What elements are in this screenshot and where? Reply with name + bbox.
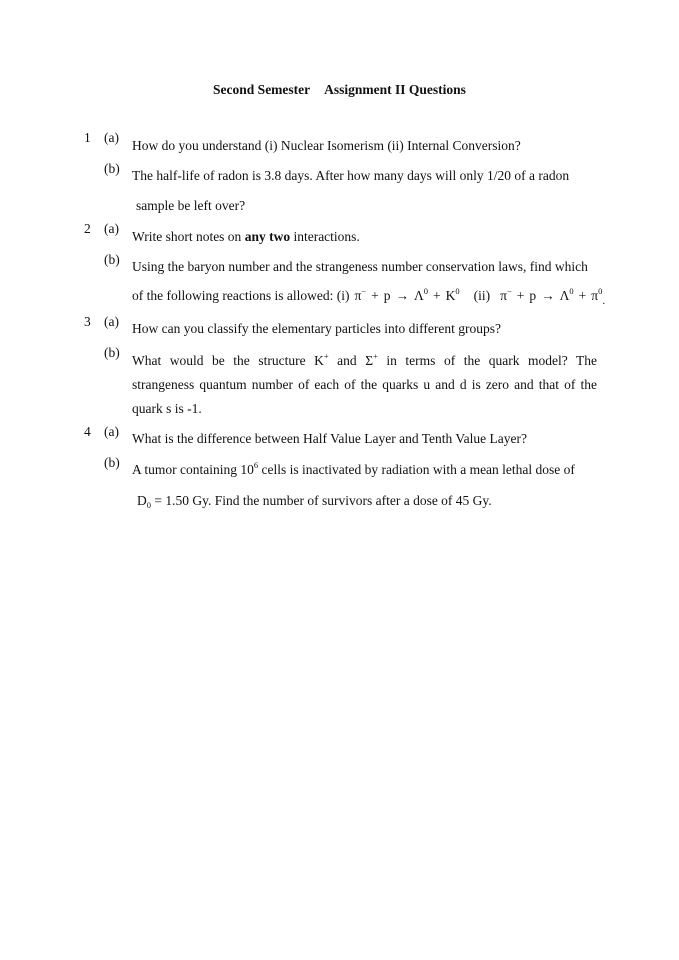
page-title bbox=[0, 82, 679, 98]
question-1b-text-line2: sample be left over? bbox=[136, 198, 246, 213]
question-2a-post: interactions. bbox=[290, 229, 360, 244]
reaction-end-dot: . bbox=[602, 295, 606, 307]
question-1a-text: How do you understand (i) Nuclear Isomerism (ii) Internal Conversion? bbox=[132, 138, 521, 153]
question-2b-label: (b) bbox=[104, 252, 120, 267]
question-number-3: 3 bbox=[84, 314, 91, 329]
semester-label: Second Semester bbox=[213, 82, 311, 97]
question-3b-label: (b) bbox=[104, 345, 120, 360]
question-2b-prefix: of the following reactions is allowed: (i) bbox=[132, 288, 350, 303]
question-3a-label: (a) bbox=[104, 314, 119, 329]
question-1b-label: (b) bbox=[104, 161, 120, 176]
question-2a-pre: Write short notes on bbox=[132, 229, 245, 244]
question-4a-text: What is the difference between Half Value Layer and Tenth Value Layer? bbox=[132, 431, 528, 446]
question-4b-label: (b) bbox=[104, 455, 120, 470]
question-number-4: 4 bbox=[84, 424, 91, 439]
reaction-2: $\pi^- + p \to \Lambda^0 + \pi^0$ bbox=[500, 286, 603, 303]
assignment-label: Assignment II Questions bbox=[324, 82, 466, 97]
question-number-1: 1 bbox=[84, 130, 91, 145]
question-4b-text-line1: A tumor containing $10^6$ cells is inactivated by radiation with a mean lethal dose of bbox=[132, 460, 575, 477]
question-3b-text-line2: strangeness quantum number of each of the quarks u and d is zero and that of the bbox=[132, 377, 597, 392]
question-3a-text: How can you classify the elementary particles into different groups? bbox=[132, 321, 502, 336]
question-4a-label: (a) bbox=[104, 424, 119, 439]
question-2b-text-line1: Using the baryon number and the strangeness number conservation laws, find which bbox=[132, 259, 588, 274]
reaction-2-label: (ii) bbox=[473, 288, 491, 303]
question-1a-label: (a) bbox=[104, 130, 119, 145]
question-3b-text-line1: What would be the structure K+ and Σ+ in terms of the quark model? The bbox=[132, 351, 598, 368]
question-number-2: 2 bbox=[84, 221, 91, 236]
question-1b-text-line1: The half-life of radon is 3.8 days. After how many days will only 1/20 of a radon bbox=[132, 168, 570, 183]
question-2a-text bbox=[132, 230, 360, 244]
reaction-1: $\pi^- + p \to \Lambda^0 + K^0$ bbox=[354, 286, 460, 303]
question-3b-text-line3: quark s is -1. bbox=[132, 401, 202, 416]
question-2a-bold: any two bbox=[244, 229, 291, 244]
question-4b-text-line2: $D_0 = 1.50$ Gy. Find the number of survivors after a dose of 45 Gy. bbox=[137, 493, 492, 510]
question-2b-text-line2 bbox=[132, 286, 606, 307]
question-2a-label: (a) bbox=[104, 221, 119, 236]
